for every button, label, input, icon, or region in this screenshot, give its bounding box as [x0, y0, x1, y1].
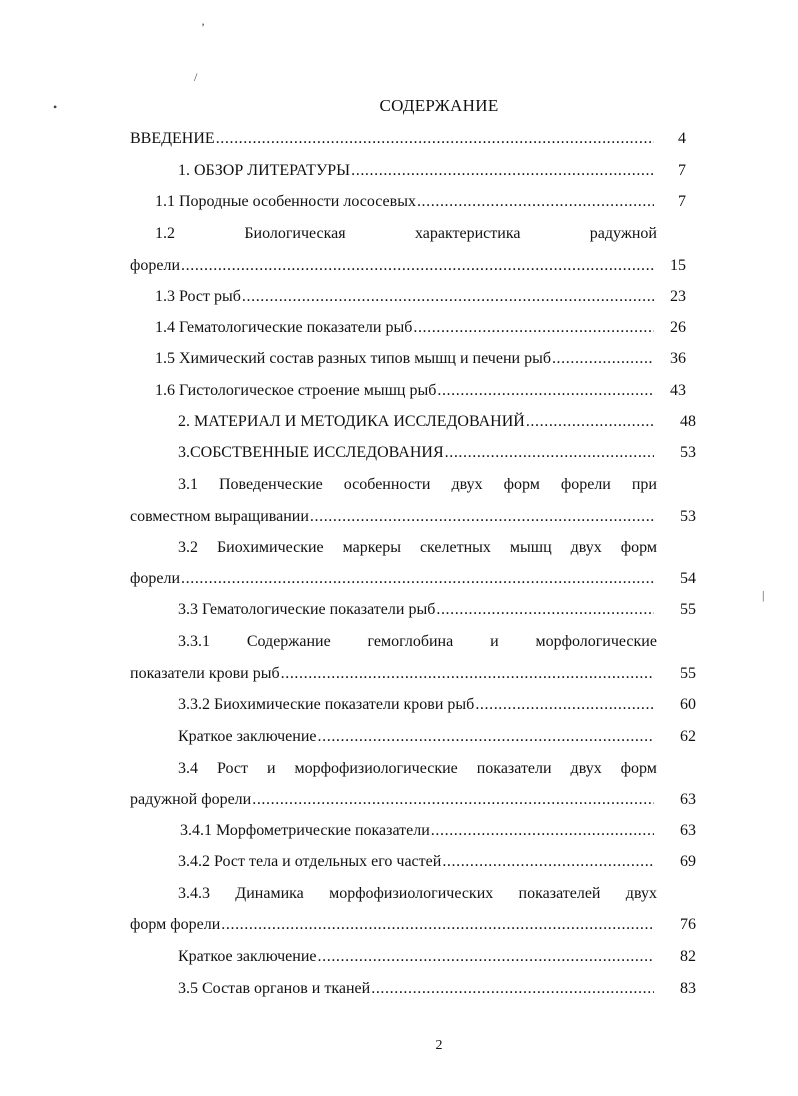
- toc-entry[interactable]: [155, 190, 655, 214]
- toc-word: 3.3.1: [178, 633, 210, 650]
- toc-entry-page: 7: [678, 162, 686, 179]
- toc-entry-page: 63: [680, 822, 696, 839]
- toc-dot-leader: [436, 598, 654, 622]
- toc-word: Динамика: [235, 885, 304, 902]
- toc-word: форм: [620, 760, 657, 777]
- toc-dot-leader: [252, 788, 654, 812]
- toc-word: 3.1: [178, 476, 198, 493]
- toc-dot-leader: [216, 127, 654, 151]
- toc-dot-leader: [318, 725, 654, 749]
- toc-dot-leader: [431, 819, 654, 843]
- toc-entry-page: 55: [680, 601, 696, 618]
- toc-word: двух: [451, 476, 483, 493]
- toc-dot-leader: [552, 347, 654, 371]
- toc-entry-label: радужной форели: [130, 791, 252, 808]
- toc-entry-label: 3.4.2 Рост тела и отдельных его частей: [178, 853, 442, 870]
- page-title: СОДЕРЖАНИЕ: [379, 96, 499, 115]
- toc-entry-page: 15: [670, 257, 686, 274]
- toc-entry-page: 23: [670, 288, 686, 305]
- toc-word: и: [266, 760, 276, 777]
- toc-entry[interactable]: [178, 945, 655, 969]
- toc-entry[interactable]: [155, 285, 655, 309]
- toc-entry[interactable]: [178, 159, 655, 183]
- toc-entry-page: 83: [680, 980, 696, 997]
- toc-entry[interactable]: [178, 977, 655, 1001]
- toc-entry-page: 36: [670, 350, 686, 367]
- toc-entry-label: 1.4 Гематологические показатели рыб: [155, 319, 413, 336]
- toc-dot-leader: [445, 441, 654, 465]
- toc-word: двух: [570, 760, 602, 777]
- toc-entry-label: совместном выращивании: [130, 508, 309, 525]
- toc-entry[interactable]: [155, 379, 655, 403]
- toc-entry-label: 1.5 Химический состав разных типов мышц и печени рыб: [155, 350, 551, 367]
- toc-entry[interactable]: [155, 316, 655, 340]
- toc-word: 1.2: [155, 225, 175, 242]
- toc-word: гемоглобина: [367, 633, 454, 650]
- toc-entry[interactable]: [180, 819, 655, 843]
- toc-word: показатели: [476, 760, 552, 777]
- toc-entry[interactable]: [155, 347, 655, 371]
- toc-entry-page: 63: [680, 791, 696, 808]
- toc-entry[interactable]: [130, 913, 655, 937]
- page-number: 2: [435, 1038, 443, 1053]
- toc-word: и: [490, 633, 499, 650]
- scan-mark: ’: [201, 20, 205, 34]
- toc-entry-label: 1.1 Породные особенности лососевых: [155, 193, 416, 210]
- toc-entry-label: 3.4.1 Морфометрические показатели: [180, 822, 430, 839]
- toc-word: особенности: [343, 476, 431, 493]
- toc-word: 3.2: [178, 539, 198, 556]
- toc-entry-page: 60: [680, 696, 696, 713]
- toc-entry-label: 3.5 Состав органов и тканей: [178, 980, 371, 997]
- toc-entry-line[interactable]: [178, 536, 657, 560]
- toc-dot-leader: [417, 190, 654, 214]
- toc-entry[interactable]: [130, 567, 655, 591]
- toc-entry-page: 48: [680, 413, 696, 430]
- scan-mark: /: [194, 70, 198, 84]
- toc-entry-label: ВВЕДЕНИЕ: [130, 130, 215, 147]
- toc-word: двух: [570, 539, 602, 556]
- toc-entry[interactable]: [178, 725, 655, 749]
- toc-dot-leader: [371, 977, 654, 1001]
- toc-entry-page: 62: [680, 728, 696, 745]
- toc-word: 3.4: [178, 760, 198, 777]
- toc-entry-page: 43: [670, 382, 686, 399]
- toc-dot-leader: [310, 505, 654, 529]
- toc-word: 3.4.3: [178, 885, 210, 902]
- toc-dot-leader: [221, 913, 654, 937]
- toc-word: Поведенческие: [218, 476, 323, 493]
- toc-entry-label: 2. МАТЕРИАЛ И МЕТОДИКА ИССЛЕДОВАНИЙ: [178, 413, 525, 430]
- toc-entry-label: форели: [130, 257, 181, 274]
- toc-entry-label: 3.3 Гематологические показатели рыб: [178, 601, 436, 618]
- toc-entry-page: 53: [680, 508, 696, 525]
- toc-entry-label: 3.СОБСТВЕННЫЕ ИССЛЕДОВАНИЯ: [178, 444, 444, 461]
- toc-dot-leader: [318, 945, 654, 969]
- toc-word: показателей: [518, 885, 601, 902]
- toc-entry[interactable]: [130, 788, 655, 812]
- toc-entry-label: 1.6 Гистологическое строение мышц рыб: [155, 382, 437, 399]
- toc-word: Биологическая: [244, 225, 346, 242]
- toc-dot-leader: [526, 410, 654, 434]
- toc-entry-page: 82: [680, 948, 696, 965]
- toc-word: радужной: [589, 225, 657, 242]
- scan-mark: •: [53, 100, 58, 114]
- toc-word: мышц: [509, 539, 552, 556]
- toc-entry-page: 69: [680, 853, 696, 870]
- toc-entry-label: показатели крови рыб: [130, 665, 280, 682]
- scan-mark: |: [762, 588, 765, 602]
- toc-entry-label: 1.3 Рост рыб: [155, 288, 241, 305]
- toc-word: при: [631, 476, 657, 493]
- toc-word: Содержание: [246, 633, 331, 650]
- toc-word: морфофизиологических: [329, 885, 494, 902]
- toc-entry-page: 55: [680, 665, 696, 682]
- toc-entry-line[interactable]: [178, 757, 657, 781]
- toc-word: морфологические: [535, 633, 657, 650]
- toc-dot-leader: [351, 159, 654, 183]
- toc-entry-line[interactable]: [178, 630, 657, 654]
- toc-dot-leader: [281, 662, 654, 686]
- toc-word: характеристика: [414, 225, 521, 242]
- toc-entry[interactable]: [130, 662, 655, 686]
- toc-dot-leader: [181, 567, 654, 591]
- toc-word: Рост: [216, 760, 248, 777]
- toc-word: Биохимические: [216, 539, 324, 556]
- toc-entry-page: 7: [678, 193, 686, 210]
- toc-entry-label: Краткое заключение: [178, 728, 317, 745]
- toc-entry-line[interactable]: [178, 882, 657, 906]
- toc-entry-page: 26: [670, 319, 686, 336]
- toc-entry[interactable]: [130, 127, 655, 151]
- toc-dot-leader: [413, 316, 654, 340]
- toc-entry[interactable]: [178, 693, 655, 717]
- toc-entry[interactable]: [178, 598, 655, 622]
- toc-entry-page: 54: [680, 570, 696, 587]
- toc-dot-leader: [181, 254, 654, 278]
- toc-entry-page: 53: [680, 444, 696, 461]
- toc-entry-label: 3.3.2 Биохимические показатели крови рыб: [178, 696, 475, 713]
- toc-entry-page: 4: [678, 130, 686, 147]
- toc-entry[interactable]: [178, 850, 655, 874]
- toc-word: морфофизиологические: [294, 760, 458, 777]
- toc-entry-label: Краткое заключение: [178, 948, 317, 965]
- toc-entry[interactable]: [178, 410, 655, 434]
- toc-dot-leader: [475, 693, 654, 717]
- toc-entry-line[interactable]: [178, 473, 657, 497]
- toc-word: маркеры: [342, 539, 401, 556]
- toc-entry-label: форм форели: [130, 916, 221, 933]
- toc-entry-label: 1. ОБЗОР ЛИТЕРАТУРЫ: [178, 162, 351, 179]
- toc-entry-line[interactable]: [155, 222, 657, 246]
- toc-word: форели: [560, 476, 611, 493]
- toc-entry[interactable]: [130, 254, 655, 278]
- toc-entry[interactable]: [178, 441, 655, 465]
- toc-entry-label: форели: [130, 570, 181, 587]
- toc-word: скелетных: [419, 539, 491, 556]
- toc-word: двух: [625, 885, 657, 902]
- toc-dot-leader: [442, 850, 654, 874]
- toc-entry[interactable]: [130, 505, 655, 529]
- toc-dot-leader: [437, 379, 654, 403]
- toc-word: форм: [503, 476, 540, 493]
- toc-entry-page: 76: [680, 916, 696, 933]
- toc-word: форм: [620, 539, 657, 556]
- toc-dot-leader: [242, 285, 654, 309]
